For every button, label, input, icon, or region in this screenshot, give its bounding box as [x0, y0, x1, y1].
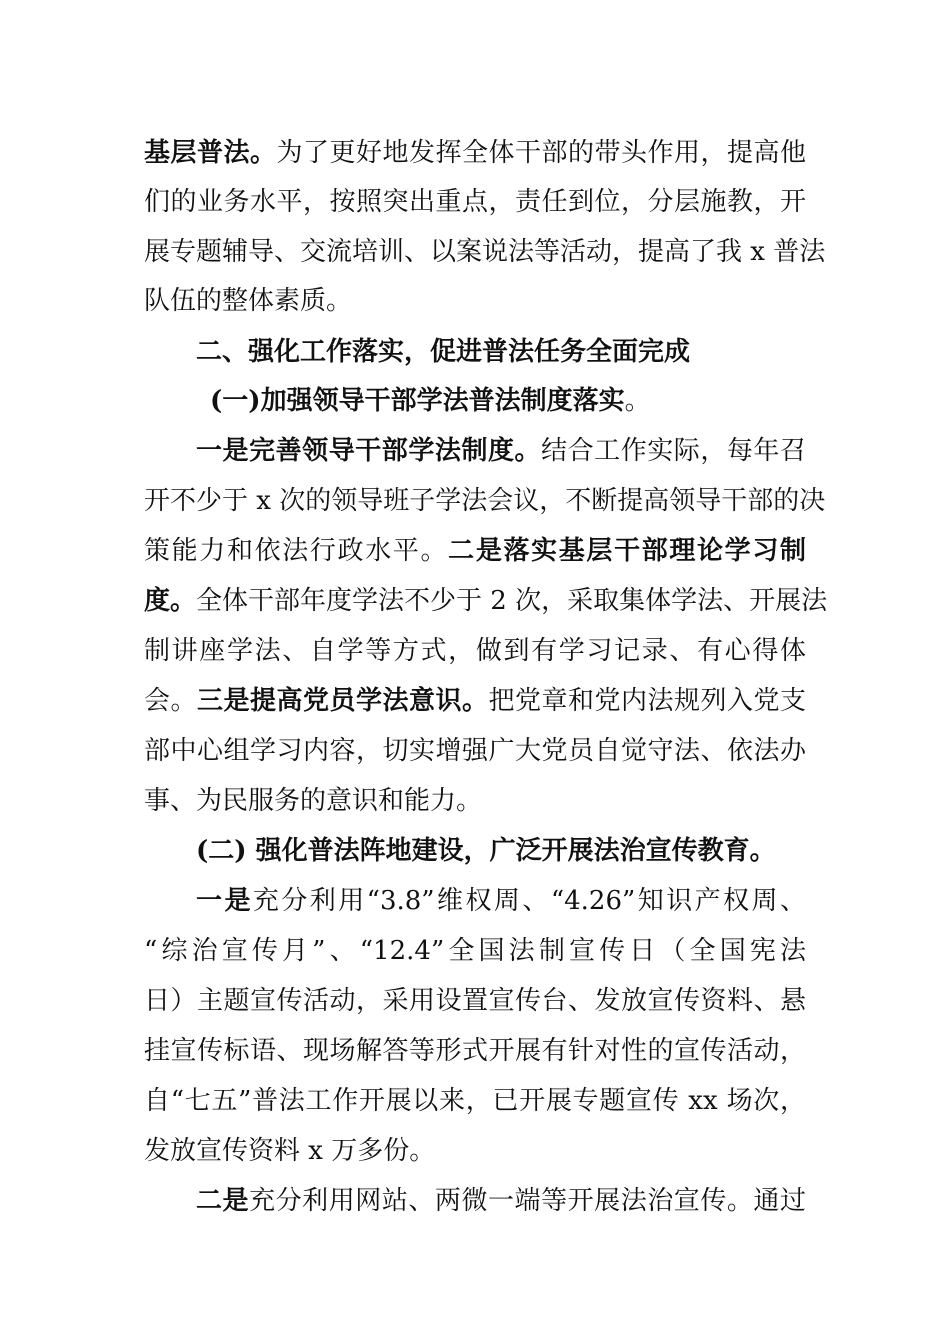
paragraph-line [144, 526, 806, 576]
paragraph-line [196, 876, 806, 926]
bold-text: 一是完善领导干部学法制度。 [196, 436, 542, 466]
body-text: 全体干部年度学法不少于 2 次，采取集体学法、开展法 [196, 586, 828, 616]
body-text: 展专题辅导、交流培训、以案说法等活动，提高了我 x 普法 [144, 237, 826, 267]
paragraph-line [144, 1026, 806, 1076]
paragraph-line [196, 426, 806, 476]
body-text: 事、为民服务的意识和能力。 [144, 786, 483, 816]
paragraph-line [144, 626, 806, 676]
body-text: 部中心组学习内容，切实增强广大党员自觉守法、依法办 [144, 736, 806, 766]
body-text: 。 [624, 386, 651, 416]
body-text: 挂宣传标语、现场解答等形式开展有针对性的宣传活动， [144, 1036, 806, 1066]
bold-text: 三是提高党员学法意识。 [197, 686, 489, 716]
body-text: 日）主题宣传活动，采用设置宣传台、发放宣传资料、悬 [144, 986, 806, 1016]
paragraph-line [144, 926, 806, 976]
body-text: 制讲座学法、自学等方式，做到有学习记录、有心得体 [144, 636, 806, 666]
body-text: 发放宣传资料 x 万多份。 [144, 1136, 436, 1166]
paragraph-line [196, 1176, 806, 1226]
paragraph-line [144, 476, 826, 526]
paragraph-line [144, 128, 806, 178]
paragraph-line [144, 576, 828, 626]
body-text: 队伍的整体素质。 [144, 286, 353, 316]
paragraph-line [144, 776, 806, 826]
bold-text: 一是 [196, 886, 253, 916]
body-text: 为了更好地发挥全体干部的带头作用，提高他 [276, 138, 806, 168]
bold-text: 基层普法。 [144, 138, 277, 168]
section-heading [196, 327, 806, 377]
body-text: 二、强化工作落实，促进普法任务全面完成 [196, 337, 691, 367]
body-text: 结合工作实际，每年召 [541, 436, 806, 466]
paragraph-line [144, 1126, 806, 1176]
subsection-heading [210, 376, 820, 426]
body-text: 自“七五”普法工作开展以来，已开展专题宣传 xx 场次， [144, 1086, 806, 1116]
body-text: “综治宣传月”、“12.4”全国法制宣传日（全国宪法 [144, 936, 806, 966]
paragraph-line [144, 1076, 806, 1126]
bold-text: (二) 强化普法阵地建设，广泛开展法治宣传教育。 [196, 836, 776, 866]
bold-text: 二是落实基层干部理论学习制 [448, 536, 806, 566]
paragraph-line [144, 976, 806, 1026]
body-text: 们的业务水平，按照突出重点，责任到位，分层施教，开 [144, 187, 806, 217]
paragraph-line [144, 676, 806, 726]
bold-text: 二是 [196, 1186, 250, 1216]
paragraph-line [144, 726, 806, 776]
body-text: 充分利用网站、两微一端等开展法治宣传。通过 [249, 1186, 806, 1216]
bold-text: 度。 [144, 586, 197, 616]
paragraph-line [144, 276, 806, 326]
body-text: 开不少于 x 次的领导班子学法会议，不断提高领导干部的决 [144, 486, 826, 516]
body-text: 会。 [144, 686, 197, 716]
body-text: 策能力和依法行政水平。 [144, 536, 449, 566]
paragraph-line [144, 227, 826, 277]
subsection-heading [196, 826, 806, 876]
bold-text: (一)加强领导干部学法普法制度落实 [210, 386, 625, 416]
paragraph-line [144, 177, 806, 227]
body-text: 充分利用“3.8”维权周、“4.26”知识产权周、 [252, 886, 806, 916]
body-text: 把党章和党内法规列入党支 [488, 686, 806, 716]
